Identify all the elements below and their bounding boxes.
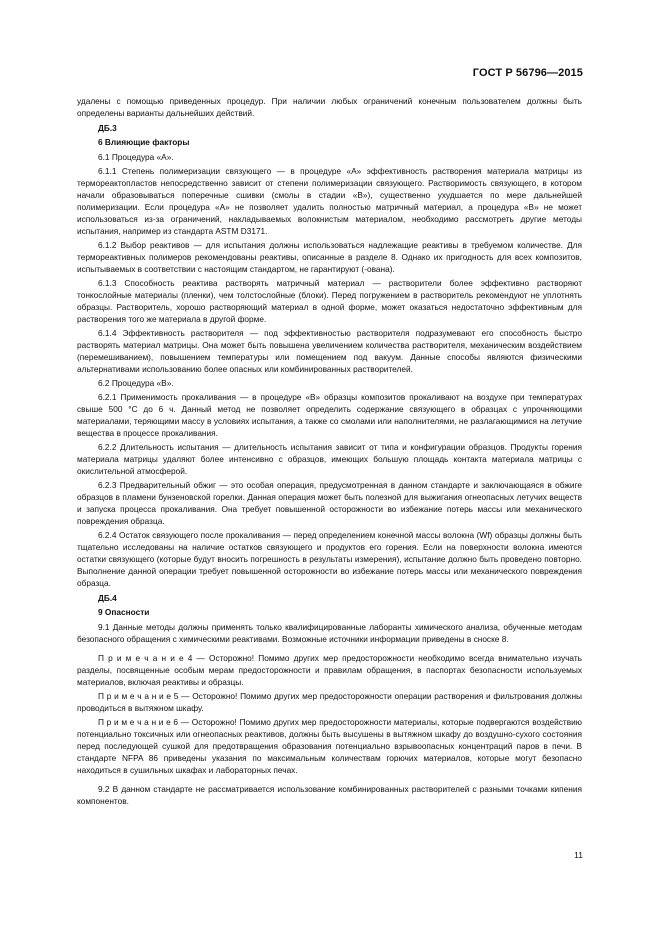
paragraph-6-1-1: 6.1.1 Степень полимеризации связующего — в процедуре «А» эффективность растворения материала матрицы из термореактопластов непосредственно зависит от степени полимеризации связующего. Растворимость связующего, в котором начали образовываться поперечные сшивки (смолы в стадии «B»), существенно ухудшается по мере дальнейшей полимеризации. Если процедура «А» не позволяет удалить полностью матричный материал, а процедура «В» не может использоваться из-за ограничений, накладываемых волокнистым материалом, необходимо рассмотреть другие методы испытания, например из стандарта ASTM D3171. (77, 166, 582, 236)
paragraph-6-2-4: 6.2.4 Остаток связующего после прокаливания — перед определением конечной массы волокна (Wf) образцы должны быть тщательно исследованы на наличие остатков связующего и продуктов его горения. Если на поверхности волокна имеются остатки связующего (которые будут вносить погрешность в результаты измерения), испытание должно быть проведено повторно. Выполнение данной операции требует повышенной осторожности во избежание потерь массы или механического повреждения образца. (77, 530, 582, 588)
section-heading-6: 6 Влияющие факторы (98, 137, 190, 147)
paragraph-6-1-4: 6.1.4 Эффективность растворителя — под эффективностью растворителя подразумевают его способность быстро растворять материал матрицы. Она может быть повышена увеличением количества растворителя, механическим воздействием (перемешиванием), повышением температуры или помещением под вакуум. Данные способы являются физическими альтернативами использованию более опасных или комбинированных растворителей. (77, 328, 582, 374)
annex-tag-db3: ДБ.3 (98, 123, 117, 133)
paragraph-9-2: 9.2 В данном стандарте не рассматривается использование комбинированных растворителей с разными точками кипения компонентов. (77, 784, 582, 806)
section-heading-9: 9 Опасности (98, 607, 150, 617)
paragraph-6-1-2: 6.1.2 Выбор реактивов — для испытания должны использоваться надлежащие реактивы в требуемом количестве. Для термореактивных полимеров рекомендованы реактивы, описанные в разделе 8. Однако их пригодность для всех композитов, испытываемых в соответствии с настоящим стандартом, не гарантируют (-ована). (77, 240, 582, 274)
paragraph-6-2-2: 6.2.2 Длительность испытания — длительность испытания зависит от типа и конфигурации образцов. Продукты горения материала матрицы удаляют более интенсивно с образцов, имеющих большую площадь контакта материала матрицы с окислительной атмосферой. (77, 442, 582, 476)
paragraph-9-1: 9.1 Данные методы должны применять только квалифицированные лаборанты химического анализа, обученные методам безопасного обращения с химическими реактивами. Возможные источники информации приведены в сноске 8. (77, 622, 582, 644)
document-header: ГОСТ Р 56796—2015 (472, 67, 583, 79)
note-6: П р и м е ч а н и е 6 — Осторожно! Помимо других мер предосторожности материалы, которые подвергаются воздействию потенциально токсичных или огнеопасных реактивов, должны быть высушены в вытяжном шкафу до воздушно-сухого состояния перед последующей сушкой для предотвращения образования потенциально взрывоопасных концентраций паров в печи. В стандарте NFPA 86 приведены указания по максимальным количествам горючих материалов, которые могут безопасно находиться в сушильных шкафах и лабораторных печах. (77, 717, 582, 775)
note-5: П р и м е ч а н и е 5 — Осторожно! Помимо других мер предосторожности операции растворения и фильтрования должны проводиться в вытяжном шкафу. (77, 691, 582, 713)
paragraph-6-1-3: 6.1.3 Способность реактива растворять матричный материал — растворители более эффективно растворяют тонкослойные материалы (пленки), чем толстослойные (блоки). Перед погружением в растворитель рекомендуют не уплотнять образцы. Растворитель, хорошо растворяющий материал в одной форме, может оказаться недостаточно эффективным для растворения того же материала в другой форме. (77, 278, 582, 324)
paragraph-6-2-1: 6.2.1 Применимость прокаливания — в процедуре «В» образцы композитов прокаливают на воздухе при температурах свыше 500 °С до 6 ч. Данный метод не позволяет определить содержание связующего в образцах с упрочняющими материалами, теряющими массу в условиях испытания, а также со смолами или наполнителями, не разлагающимися на летучие вещества в процессе прокаливания. (77, 392, 582, 438)
paragraph-6-2: 6.2 Процедура «В». (98, 378, 174, 388)
annex-tag-db4: ДБ.4 (98, 593, 117, 603)
paragraph-intro: удалены с помощью приведенных процедур. При наличии любых ограничений конечным пользователем должны быть определены варианты дальнейших действий. (77, 96, 582, 118)
document-body (77, 95, 582, 809)
paragraph-6-2-3: 6.2.3 Предварительный обжиг — это особая операция, предусмотренная в данном стандарте и заключающаяся в обжиге образцов в пламени бунзеновской горелки. Данная операция может быть полезной для выжигания огнеопасных летучих веществ и запуска процесса прокаливания. Она требует повышенной осторожности во избежание потерь массы или механического повреждения образца. (77, 480, 582, 526)
paragraph-6-1: 6.1 Процедура «А». (98, 152, 174, 162)
page-number: 11 (574, 850, 583, 860)
note-4: П р и м е ч а н и е 4 — Осторожно! Помимо других мер предосторожности необходимо всегда внимательно изучать разделы, посвященные особым мерам предосторожности и правилам обращения, в паспортах безопасности используемых материалов, включая реактивы и образцы. (77, 653, 582, 687)
